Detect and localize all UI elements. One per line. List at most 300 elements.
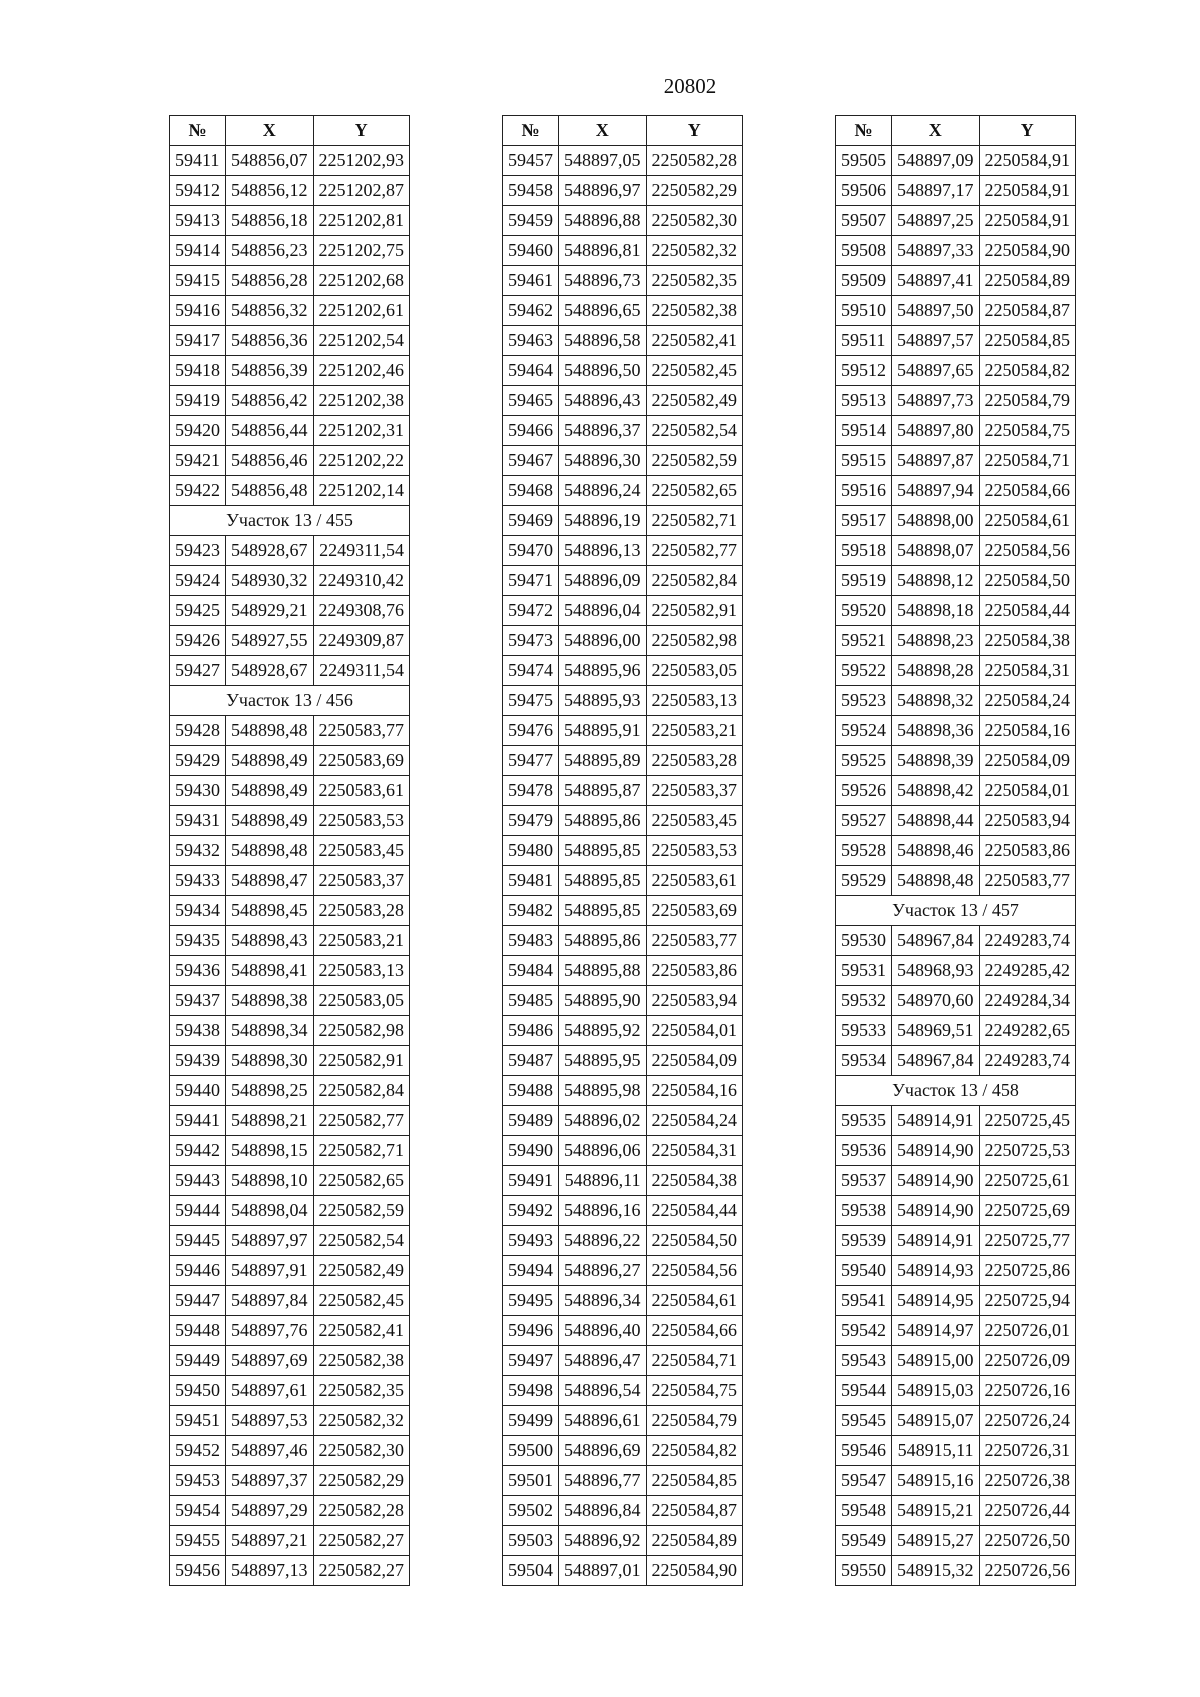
- table-row: [836, 1286, 1076, 1316]
- y-coordinate-cell: 2250582,30: [646, 206, 743, 236]
- table-row: [170, 806, 410, 836]
- y-coordinate-cell: 2250726,50: [979, 1526, 1076, 1556]
- point-number-cell: 59443: [170, 1166, 226, 1196]
- y-coordinate-cell: 2250584,44: [979, 596, 1076, 626]
- table-row: [836, 626, 1076, 656]
- point-number-cell: 59513: [836, 386, 892, 416]
- table-row: [836, 176, 1076, 206]
- x-coordinate-cell: 548856,23: [226, 236, 314, 266]
- y-coordinate-cell: 2250725,69: [979, 1196, 1076, 1226]
- x-coordinate-cell: 548896,19: [559, 506, 647, 536]
- point-number-cell: 59439: [170, 1046, 226, 1076]
- y-coordinate-cell: 2250584,75: [646, 1376, 743, 1406]
- point-number-cell: 59452: [170, 1436, 226, 1466]
- point-number-cell: 59491: [503, 1166, 559, 1196]
- section-row: [836, 896, 1076, 926]
- x-coordinate-cell: 548856,42: [226, 386, 314, 416]
- point-number-cell: 59461: [503, 266, 559, 296]
- point-number-cell: 59450: [170, 1376, 226, 1406]
- point-number-cell: 59490: [503, 1136, 559, 1166]
- point-number-cell: 59545: [836, 1406, 892, 1436]
- table-row: [836, 836, 1076, 866]
- x-coordinate-cell: 548898,15: [226, 1136, 314, 1166]
- y-coordinate-cell: 2250726,44: [979, 1496, 1076, 1526]
- y-coordinate-cell: 2250584,56: [646, 1256, 743, 1286]
- x-coordinate-cell: 548895,92: [559, 1016, 647, 1046]
- table-row: [836, 1046, 1076, 1076]
- point-number-cell: 59426: [170, 626, 226, 656]
- point-number-cell: 59538: [836, 1196, 892, 1226]
- y-coordinate-cell: 2249283,74: [979, 926, 1076, 956]
- table-row: [503, 1436, 743, 1466]
- x-coordinate-cell: 548927,55: [226, 626, 314, 656]
- y-coordinate-cell: 2251202,14: [313, 476, 410, 506]
- point-number-cell: 59442: [170, 1136, 226, 1166]
- x-coordinate-cell: 548897,21: [226, 1526, 314, 1556]
- x-coordinate-cell: 548897,84: [226, 1286, 314, 1316]
- y-coordinate-cell: 2250583,61: [646, 866, 743, 896]
- y-coordinate-cell: 2251202,75: [313, 236, 410, 266]
- table-row: [836, 986, 1076, 1016]
- y-coordinate-cell: 2250584,91: [979, 146, 1076, 176]
- point-number-cell: 59534: [836, 1046, 892, 1076]
- table-row: [170, 1316, 410, 1346]
- table-row: [503, 1316, 743, 1346]
- table-row: [503, 806, 743, 836]
- table-row: [503, 476, 743, 506]
- table-row: [503, 296, 743, 326]
- x-coordinate-cell: 548897,46: [226, 1436, 314, 1466]
- y-coordinate-cell: 2250584,61: [979, 506, 1076, 536]
- x-coordinate-cell: 548895,91: [559, 716, 647, 746]
- y-coordinate-cell: 2250583,13: [646, 686, 743, 716]
- x-coordinate-cell: 548898,48: [226, 836, 314, 866]
- x-coordinate-cell: 548856,39: [226, 356, 314, 386]
- x-coordinate-cell: 548895,85: [559, 896, 647, 926]
- point-number-cell: 59437: [170, 986, 226, 1016]
- table-row: [503, 1466, 743, 1496]
- table-row: [503, 866, 743, 896]
- y-coordinate-cell: 2250582,71: [313, 1136, 410, 1166]
- point-number-cell: 59434: [170, 896, 226, 926]
- table-row: [503, 356, 743, 386]
- x-coordinate-cell: 548856,44: [226, 416, 314, 446]
- point-number-cell: 59462: [503, 296, 559, 326]
- point-number-cell: 59503: [503, 1526, 559, 1556]
- point-number-cell: 59485: [503, 986, 559, 1016]
- point-number-cell: 59445: [170, 1226, 226, 1256]
- y-coordinate-cell: 2250583,21: [646, 716, 743, 746]
- y-coordinate-cell: 2250584,38: [646, 1166, 743, 1196]
- x-coordinate-cell: 548897,97: [226, 1226, 314, 1256]
- table-row: [503, 446, 743, 476]
- x-coordinate-cell: 548898,49: [226, 806, 314, 836]
- x-coordinate-cell: 548898,41: [226, 956, 314, 986]
- table-row: [170, 176, 410, 206]
- point-number-cell: 59414: [170, 236, 226, 266]
- y-coordinate-cell: 2249310,42: [313, 566, 410, 596]
- point-number-cell: 59520: [836, 596, 892, 626]
- y-coordinate-cell: 2250582,77: [646, 536, 743, 566]
- x-coordinate-cell: 548914,97: [892, 1316, 980, 1346]
- y-coordinate-cell: 2251202,22: [313, 446, 410, 476]
- table-row: [836, 1256, 1076, 1286]
- table-row: [836, 656, 1076, 686]
- section-label: Участок 13 / 457: [836, 896, 1076, 926]
- y-coordinate-cell: 2250584,01: [646, 1016, 743, 1046]
- point-number-cell: 59489: [503, 1106, 559, 1136]
- y-coordinate-cell: 2250726,24: [979, 1406, 1076, 1436]
- x-coordinate-cell: 548898,43: [226, 926, 314, 956]
- table-row: [836, 416, 1076, 446]
- x-coordinate-cell: 548898,23: [892, 626, 980, 656]
- y-coordinate-cell: 2250584,50: [979, 566, 1076, 596]
- x-coordinate-cell: 548895,96: [559, 656, 647, 686]
- x-coordinate-cell: 548898,39: [892, 746, 980, 776]
- table-row: [170, 1286, 410, 1316]
- table-row: [170, 866, 410, 896]
- y-coordinate-cell: 2250584,82: [979, 356, 1076, 386]
- table-row: [836, 776, 1076, 806]
- x-coordinate-cell: 548915,21: [892, 1496, 980, 1526]
- point-number-cell: 59526: [836, 776, 892, 806]
- y-coordinate-cell: 2251202,87: [313, 176, 410, 206]
- x-coordinate-cell: 548928,67: [226, 656, 314, 686]
- x-coordinate-cell: 548896,16: [559, 1196, 647, 1226]
- table-row: [836, 806, 1076, 836]
- table-row: [170, 836, 410, 866]
- y-coordinate-cell: 2250583,94: [979, 806, 1076, 836]
- x-coordinate-cell: 548897,37: [226, 1466, 314, 1496]
- point-number-cell: 59501: [503, 1466, 559, 1496]
- table-row: [170, 476, 410, 506]
- point-number-cell: 59475: [503, 686, 559, 716]
- table-header-row: [170, 116, 410, 146]
- table-row: [836, 506, 1076, 536]
- y-coordinate-cell: 2250582,29: [313, 1466, 410, 1496]
- table-row: [836, 266, 1076, 296]
- y-coordinate-cell: 2249309,87: [313, 626, 410, 656]
- y-coordinate-cell: 2250582,35: [646, 266, 743, 296]
- x-coordinate-cell: 548898,18: [892, 596, 980, 626]
- table-row: [170, 1466, 410, 1496]
- point-number-cell: 59496: [503, 1316, 559, 1346]
- x-coordinate-cell: 548914,91: [892, 1106, 980, 1136]
- point-number-cell: 59428: [170, 716, 226, 746]
- x-coordinate-cell: 548897,94: [892, 476, 980, 506]
- y-coordinate-cell: 2250726,09: [979, 1346, 1076, 1376]
- y-coordinate-cell: 2250584,38: [979, 626, 1076, 656]
- y-coordinate-cell: 2250582,54: [313, 1226, 410, 1256]
- x-coordinate-cell: 548896,61: [559, 1406, 647, 1436]
- point-number-cell: 59419: [170, 386, 226, 416]
- table-row: [503, 266, 743, 296]
- table-row: [170, 776, 410, 806]
- table-row: [170, 1346, 410, 1376]
- point-number-cell: 59440: [170, 1076, 226, 1106]
- point-number-cell: 59499: [503, 1406, 559, 1436]
- table-row: [836, 1136, 1076, 1166]
- y-coordinate-cell: 2250584,87: [979, 296, 1076, 326]
- table-row: [170, 356, 410, 386]
- y-coordinate-cell: 2250725,45: [979, 1106, 1076, 1136]
- table-row: [503, 1406, 743, 1436]
- y-coordinate-cell: 2250582,38: [646, 296, 743, 326]
- table-row: [503, 536, 743, 566]
- x-coordinate-cell: 548895,86: [559, 926, 647, 956]
- column-header-y: Y: [313, 116, 410, 146]
- y-coordinate-cell: 2251202,68: [313, 266, 410, 296]
- table-row: [836, 476, 1076, 506]
- point-number-cell: 59418: [170, 356, 226, 386]
- section-row: [170, 686, 410, 716]
- table-row: [836, 146, 1076, 176]
- table-row: [836, 956, 1076, 986]
- y-coordinate-cell: 2249308,76: [313, 596, 410, 626]
- x-coordinate-cell: 548914,90: [892, 1166, 980, 1196]
- point-number-cell: 59529: [836, 866, 892, 896]
- point-number-cell: 59448: [170, 1316, 226, 1346]
- x-coordinate-cell: 548897,69: [226, 1346, 314, 1376]
- point-number-cell: 59542: [836, 1316, 892, 1346]
- y-coordinate-cell: 2250583,94: [646, 986, 743, 1016]
- table-row: [503, 326, 743, 356]
- table-row: [836, 326, 1076, 356]
- table-row: [836, 566, 1076, 596]
- point-number-cell: 59427: [170, 656, 226, 686]
- y-coordinate-cell: 2250582,27: [313, 1526, 410, 1556]
- x-coordinate-cell: 548896,02: [559, 1106, 647, 1136]
- column-header-x: X: [226, 116, 314, 146]
- point-number-cell: 59535: [836, 1106, 892, 1136]
- table-row: [836, 686, 1076, 716]
- point-number-cell: 59463: [503, 326, 559, 356]
- x-coordinate-cell: 548898,04: [226, 1196, 314, 1226]
- y-coordinate-cell: 2250584,66: [646, 1316, 743, 1346]
- x-coordinate-cell: 548898,38: [226, 986, 314, 1016]
- point-number-cell: 59514: [836, 416, 892, 446]
- point-number-cell: 59511: [836, 326, 892, 356]
- point-number-cell: 59527: [836, 806, 892, 836]
- y-coordinate-cell: 2250582,84: [646, 566, 743, 596]
- point-number-cell: 59432: [170, 836, 226, 866]
- point-number-cell: 59544: [836, 1376, 892, 1406]
- x-coordinate-cell: 548896,06: [559, 1136, 647, 1166]
- coordinate-table-1: [169, 115, 410, 1586]
- point-number-cell: 59478: [503, 776, 559, 806]
- table-row: [503, 1046, 743, 1076]
- point-number-cell: 59473: [503, 626, 559, 656]
- y-coordinate-cell: 2249311,54: [313, 656, 410, 686]
- x-coordinate-cell: 548856,48: [226, 476, 314, 506]
- point-number-cell: 59456: [170, 1556, 226, 1586]
- table-row: [170, 296, 410, 326]
- x-coordinate-cell: 548898,30: [226, 1046, 314, 1076]
- table-row: [503, 1076, 743, 1106]
- point-number-cell: 59441: [170, 1106, 226, 1136]
- table-row: [503, 1376, 743, 1406]
- table-row: [503, 1286, 743, 1316]
- point-number-cell: 59531: [836, 956, 892, 986]
- x-coordinate-cell: 548897,80: [892, 416, 980, 446]
- y-coordinate-cell: 2251202,81: [313, 206, 410, 236]
- point-number-cell: 59438: [170, 1016, 226, 1046]
- point-number-cell: 59479: [503, 806, 559, 836]
- y-coordinate-cell: 2250584,31: [979, 656, 1076, 686]
- x-coordinate-cell: 548896,09: [559, 566, 647, 596]
- point-number-cell: 59488: [503, 1076, 559, 1106]
- y-coordinate-cell: 2250726,31: [979, 1436, 1076, 1466]
- y-coordinate-cell: 2249283,74: [979, 1046, 1076, 1076]
- point-number-cell: 59415: [170, 266, 226, 296]
- x-coordinate-cell: 548897,01: [559, 1556, 647, 1586]
- y-coordinate-cell: 2250582,65: [646, 476, 743, 506]
- y-coordinate-cell: 2251202,31: [313, 416, 410, 446]
- y-coordinate-cell: 2250584,87: [646, 1496, 743, 1526]
- table-row: [170, 1436, 410, 1466]
- y-coordinate-cell: 2250725,94: [979, 1286, 1076, 1316]
- y-coordinate-cell: 2249285,42: [979, 956, 1076, 986]
- point-number-cell: 59509: [836, 266, 892, 296]
- table-row: [503, 716, 743, 746]
- x-coordinate-cell: 548897,53: [226, 1406, 314, 1436]
- y-coordinate-cell: 2250584,24: [979, 686, 1076, 716]
- table-row: [503, 146, 743, 176]
- point-number-cell: 59525: [836, 746, 892, 776]
- section-row: [836, 1076, 1076, 1106]
- y-coordinate-cell: 2250582,32: [646, 236, 743, 266]
- y-coordinate-cell: 2249284,34: [979, 986, 1076, 1016]
- x-coordinate-cell: 548897,17: [892, 176, 980, 206]
- x-coordinate-cell: 548897,29: [226, 1496, 314, 1526]
- point-number-cell: 59433: [170, 866, 226, 896]
- table-row: [503, 626, 743, 656]
- x-coordinate-cell: 548898,34: [226, 1016, 314, 1046]
- y-coordinate-cell: 2250584,75: [979, 416, 1076, 446]
- y-coordinate-cell: 2250582,30: [313, 1436, 410, 1466]
- point-number-cell: 59517: [836, 506, 892, 536]
- point-number-cell: 59429: [170, 746, 226, 776]
- table-row: [503, 506, 743, 536]
- y-coordinate-cell: 2250583,28: [313, 896, 410, 926]
- column-header-number: №: [170, 116, 226, 146]
- x-coordinate-cell: 548896,43: [559, 386, 647, 416]
- point-number-cell: 59546: [836, 1436, 892, 1466]
- x-coordinate-cell: 548898,12: [892, 566, 980, 596]
- x-coordinate-cell: 548856,32: [226, 296, 314, 326]
- table-row: [170, 236, 410, 266]
- y-coordinate-cell: 2250582,29: [646, 176, 743, 206]
- table-row: [170, 716, 410, 746]
- table-row: [503, 776, 743, 806]
- x-coordinate-cell: 548895,90: [559, 986, 647, 1016]
- x-coordinate-cell: 548895,88: [559, 956, 647, 986]
- y-coordinate-cell: 2250583,77: [979, 866, 1076, 896]
- x-coordinate-cell: 548898,00: [892, 506, 980, 536]
- table-row: [170, 656, 410, 686]
- table-row: [836, 1466, 1076, 1496]
- x-coordinate-cell: 548897,57: [892, 326, 980, 356]
- table-row: [503, 1016, 743, 1046]
- point-number-cell: 59431: [170, 806, 226, 836]
- y-coordinate-cell: 2250726,56: [979, 1556, 1076, 1586]
- point-number-cell: 59510: [836, 296, 892, 326]
- table-row: [170, 896, 410, 926]
- table-row: [170, 1226, 410, 1256]
- y-coordinate-cell: 2250582,65: [313, 1166, 410, 1196]
- y-coordinate-cell: 2251202,61: [313, 296, 410, 326]
- y-coordinate-cell: 2250582,32: [313, 1406, 410, 1436]
- point-number-cell: 59519: [836, 566, 892, 596]
- table-row: [836, 446, 1076, 476]
- point-number-cell: 59507: [836, 206, 892, 236]
- x-coordinate-cell: 548898,21: [226, 1106, 314, 1136]
- table-row: [836, 356, 1076, 386]
- point-number-cell: 59459: [503, 206, 559, 236]
- x-coordinate-cell: 548915,07: [892, 1406, 980, 1436]
- x-coordinate-cell: 548896,81: [559, 236, 647, 266]
- x-coordinate-cell: 548915,11: [892, 1436, 980, 1466]
- point-number-cell: 59521: [836, 626, 892, 656]
- table-row: [503, 1556, 743, 1586]
- table-row: [503, 1226, 743, 1256]
- y-coordinate-cell: 2250725,53: [979, 1136, 1076, 1166]
- y-coordinate-cell: 2251202,93: [313, 146, 410, 176]
- column-header-y: Y: [646, 116, 743, 146]
- x-coordinate-cell: 548898,07: [892, 536, 980, 566]
- x-coordinate-cell: 548896,47: [559, 1346, 647, 1376]
- table-row: [503, 926, 743, 956]
- x-coordinate-cell: 548896,00: [559, 626, 647, 656]
- point-number-cell: 59466: [503, 416, 559, 446]
- x-coordinate-cell: 548898,48: [892, 866, 980, 896]
- point-number-cell: 59483: [503, 926, 559, 956]
- point-number-cell: 59455: [170, 1526, 226, 1556]
- y-coordinate-cell: 2250725,77: [979, 1226, 1076, 1256]
- y-coordinate-cell: 2251202,38: [313, 386, 410, 416]
- point-number-cell: 59457: [503, 146, 559, 176]
- y-coordinate-cell: 2250583,05: [646, 656, 743, 686]
- x-coordinate-cell: 548928,67: [226, 536, 314, 566]
- table-row: [170, 566, 410, 596]
- y-coordinate-cell: 2250582,54: [646, 416, 743, 446]
- x-coordinate-cell: 548915,32: [892, 1556, 980, 1586]
- x-coordinate-cell: 548896,88: [559, 206, 647, 236]
- x-coordinate-cell: 548896,69: [559, 1436, 647, 1466]
- x-coordinate-cell: 548896,13: [559, 536, 647, 566]
- table-row: [836, 1226, 1076, 1256]
- point-number-cell: 59447: [170, 1286, 226, 1316]
- x-coordinate-cell: 548897,76: [226, 1316, 314, 1346]
- x-coordinate-cell: 548914,93: [892, 1256, 980, 1286]
- y-coordinate-cell: 2250584,89: [979, 266, 1076, 296]
- table-row: [170, 1376, 410, 1406]
- y-coordinate-cell: 2250583,77: [313, 716, 410, 746]
- y-coordinate-cell: 2250726,16: [979, 1376, 1076, 1406]
- table-row: [503, 836, 743, 866]
- y-coordinate-cell: 2250582,28: [313, 1496, 410, 1526]
- table-row: [170, 536, 410, 566]
- table-row: [836, 296, 1076, 326]
- point-number-cell: 59549: [836, 1526, 892, 1556]
- point-number-cell: 59421: [170, 446, 226, 476]
- point-number-cell: 59422: [170, 476, 226, 506]
- point-number-cell: 59518: [836, 536, 892, 566]
- x-coordinate-cell: 548896,30: [559, 446, 647, 476]
- y-coordinate-cell: 2250582,71: [646, 506, 743, 536]
- table-row: [503, 566, 743, 596]
- table-row: [170, 746, 410, 776]
